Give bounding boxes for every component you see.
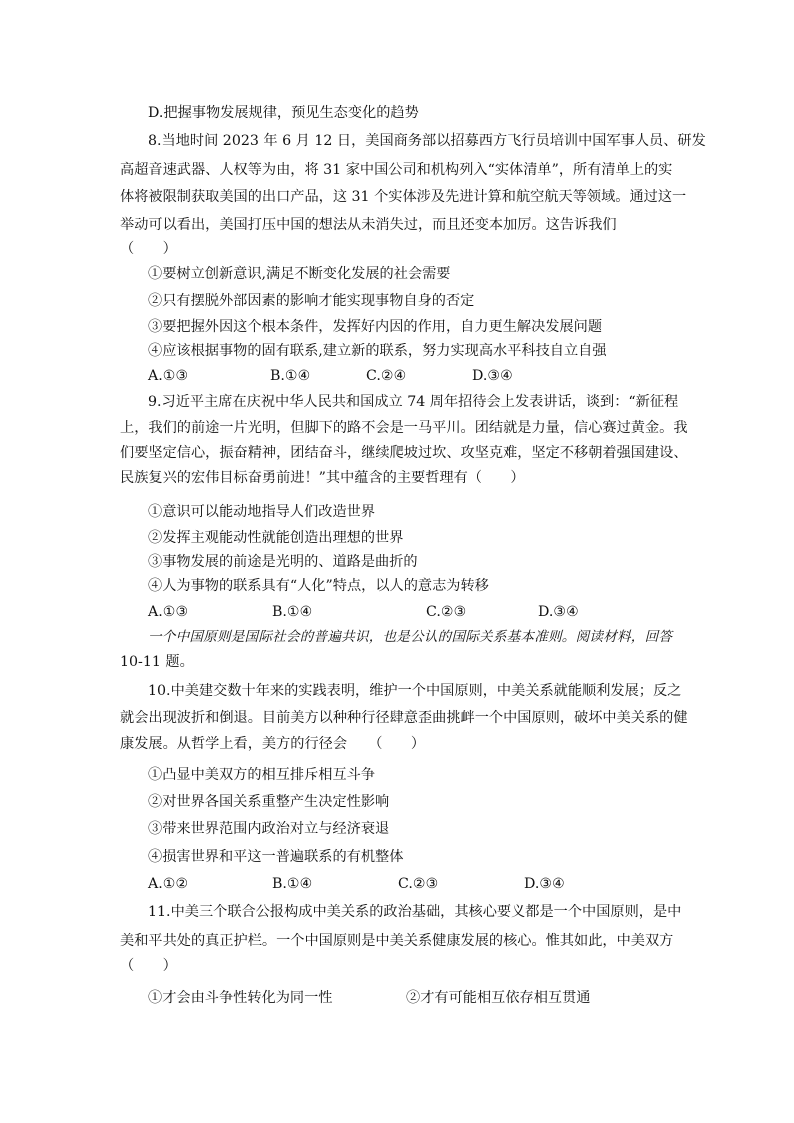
q8-answer-blank: （ ） (120, 241, 177, 257)
q8-choice-a: A.①③ (148, 368, 189, 384)
q8-choice-c: C.②④ (366, 368, 407, 384)
q11-item: ②才有可能相互依存相互贯通 (406, 990, 591, 1006)
q9-stem-line: 上，我们的前途一片光明，但脚下的路不会是一马平川。团结就是力量，信心赛过黄金。我 (120, 420, 688, 436)
q10-stem-line: 康发展。从哲学上看，美方的行径会 （ ） (120, 736, 426, 752)
q9-item: ③事物发展的前途是光明的、道路是曲折的 (148, 554, 418, 570)
q8-stem-line: 高超音速武器、人权等为由，将 31 家中国公司和机构列入“实体清单”，所有清单上的实 (120, 162, 673, 178)
q8-item: ③要把握外因这个根本条件，发挥好内因的作用，自力更生解决发展问题 (148, 319, 603, 335)
q8-choice-d: D.③④ (472, 368, 513, 384)
q10-choice-a: A.①② (148, 876, 189, 892)
q8-stem-line: 体将被限制获取美国的出口产品，这 31 个实体涉及先进计算和航空航天等领域。通过这一 (120, 189, 687, 205)
q10-item: ③带来世界范围内政治对立与经济衰退 (148, 821, 390, 837)
q10-choice-c: C.②③ (398, 876, 439, 892)
q11-item: ①才会由斗争性转化为同一性 (148, 990, 333, 1006)
intro-line: 10-11 题。 (120, 654, 194, 670)
q9-choice-d: D.③④ (538, 604, 579, 620)
q10-choice-b: B.①④ (272, 876, 313, 892)
q8-item: ④应该根据事物的固有联系,建立新的联系，努力实现高水平科技自立自强 (148, 343, 607, 359)
q8-choice-b: B.①④ (270, 368, 311, 384)
q9-stem-line: 们要坚定信心，振奋精神，团结奋斗，继续爬坡过坎、攻坚克难，坚定不移朝着强国建设、 (120, 445, 688, 461)
q9-choice-a: A.①③ (148, 604, 189, 620)
q11-answer-blank: （ ） (120, 958, 177, 974)
q9-item: ②发挥主观能动性就能创造出理想的世界 (148, 530, 404, 546)
q8-stem-line: 8.当地时间 2023 年 6 月 12 日，美国商务部以招募西方飞行员培训中国军事人员、研发 (148, 133, 706, 149)
q9-stem-line: 9.习近平主席在庆祝中华人民共和国成立 74 周年招待会上发表讲话，谈到：“新征程 (148, 394, 679, 410)
q9-item: ①意识可以能动地指导人们改造世界 (148, 504, 376, 520)
q11-stem-line: 11.中美三个联合公报构成中美关系的政治基础，其核心要义都是一个中国原则，是中 (148, 904, 682, 920)
intro-line: 一个中国原则是国际社会的普遍共识，也是公认的国际关系基本准则。阅读材料，回答 (148, 629, 673, 645)
q8-stem-line: 举动可以看出，美国打压中国的想法从未消失过，而且还变本加厉。这告诉我们 (120, 217, 617, 233)
q10-item: ①凸显中美双方的相互排斥相互斗争 (148, 767, 376, 783)
q8-item: ①要树立创新意识,满足不断变化发展的社会需要 (148, 266, 451, 282)
q9-choice-c: C.②③ (426, 604, 467, 620)
q11-stem-line: 美和平共处的真正护栏。一个中国原则是中美关系健康发展的核心。惟其如此，中美双方 (120, 933, 674, 949)
q10-item: ②对世界各国关系重整产生决定性影响 (148, 794, 390, 810)
q8-item: ②只有摆脱外部因素的影响才能实现事物自身的否定 (148, 293, 475, 309)
q10-stem-line: 就会出现波折和倒退。目前美方以种种行径肆意歪曲挑衅一个中国原则，破坏中美关系的健 (120, 710, 688, 726)
q9-choice-b: B.①④ (272, 604, 313, 620)
q10-item: ④损害世界和平这一普遍联系的有机整体 (148, 849, 404, 865)
q9-item: ④人为事物的联系具有“人化”特点，以人的意志为转移 (148, 578, 489, 594)
q10-stem-line: 10.中美建交数十年来的实践表明，维护一个中国原则，中美关系就能顺利发展；反之 (148, 683, 682, 699)
q10-choice-d: D.③④ (524, 876, 565, 892)
q9-stem-line: 民族复兴的宏伟目标奋勇前进！”其中蕴含的主要哲理有（ ） (120, 470, 525, 486)
q7-option-d: D.把握事物发展规律，预见生态变化的趋势 (148, 105, 419, 121)
